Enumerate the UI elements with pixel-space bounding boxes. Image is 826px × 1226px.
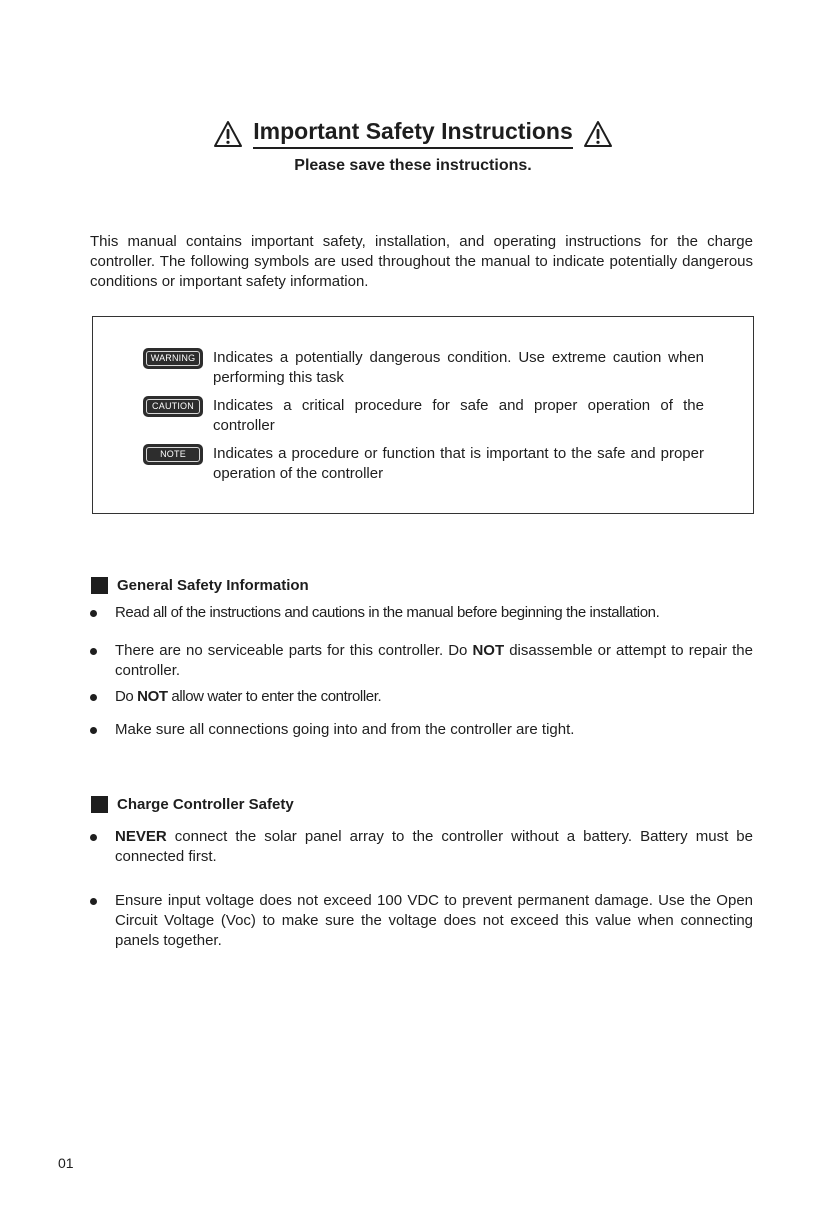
section-charge-controller-safety	[91, 796, 294, 813]
bullet-icon	[90, 727, 97, 734]
caution-badge	[144, 397, 202, 416]
page-title: Important Safety Instructions	[253, 118, 572, 149]
warning-badge-label: WARNING	[146, 351, 200, 366]
list-item	[90, 827, 753, 867]
legend-text-caution: Indicates a critical procedure for safe and proper operation of the controller	[213, 397, 704, 434]
bullet-icon	[90, 648, 97, 655]
intro-paragraph: This manual contains important safety, installation, and operating instructions for the charge controller. The following symbols are used throughout the manual to indicate potentially dangerous conditions or important safety information.	[90, 233, 753, 290]
legend-row-note	[144, 444, 704, 484]
legend-row-caution	[144, 396, 704, 436]
section-marker-icon	[91, 577, 108, 594]
list-item-text: There are no serviceable parts for this controller. Do NOT disassemble or attempt to repair the controller.	[115, 642, 753, 679]
page-subtitle: Please save these instructions.	[294, 157, 532, 174]
list-item-text: Make sure all connections going into and from the controller are tight.	[115, 721, 575, 738]
title-row	[0, 118, 826, 149]
list-item	[90, 603, 753, 623]
symbol-legend-box	[92, 316, 754, 514]
bullet-icon	[90, 834, 97, 841]
list-item-text: Read all of the instructions and cautions in the manual before beginning the installation.	[115, 604, 660, 621]
bullet-icon	[90, 694, 97, 701]
section-title: Charge Controller Safety	[117, 796, 294, 813]
list-item	[90, 891, 753, 951]
caution-badge-label: CAUTION	[146, 399, 200, 414]
section-title: General Safety Information	[117, 577, 309, 594]
legend-row-warning	[144, 348, 704, 388]
bullet-icon	[90, 898, 97, 905]
list-item-text: NEVER connect the solar panel array to the controller without a battery. Battery must be connected first.	[115, 828, 753, 865]
note-badge-label: NOTE	[146, 447, 200, 462]
note-badge	[144, 445, 202, 464]
list-item	[90, 720, 753, 740]
list-item-text: Ensure input voltage does not exceed 100 VDC to prevent permanent damage. Use the Open Circuit Voltage (Voc) to make sure the voltage does not exceed this value when connecting panels together.	[115, 892, 753, 949]
section-general-safety	[91, 577, 309, 594]
section-marker-icon	[91, 796, 108, 813]
warning-triangle-icon	[583, 120, 613, 148]
page-number: 01	[58, 1155, 74, 1171]
bullet-icon	[90, 610, 97, 617]
list-item	[90, 687, 753, 707]
warning-triangle-icon	[213, 120, 243, 148]
warning-badge	[144, 349, 202, 368]
list-item-text: Do NOT allow water to enter the controller.	[115, 688, 382, 705]
legend-text-warning: Indicates a potentially dangerous condition. Use extreme caution when performing this task	[213, 349, 704, 386]
list-item	[90, 641, 753, 681]
legend-text-note: Indicates a procedure or function that is important to the safe and proper operation of the controller	[213, 445, 704, 482]
